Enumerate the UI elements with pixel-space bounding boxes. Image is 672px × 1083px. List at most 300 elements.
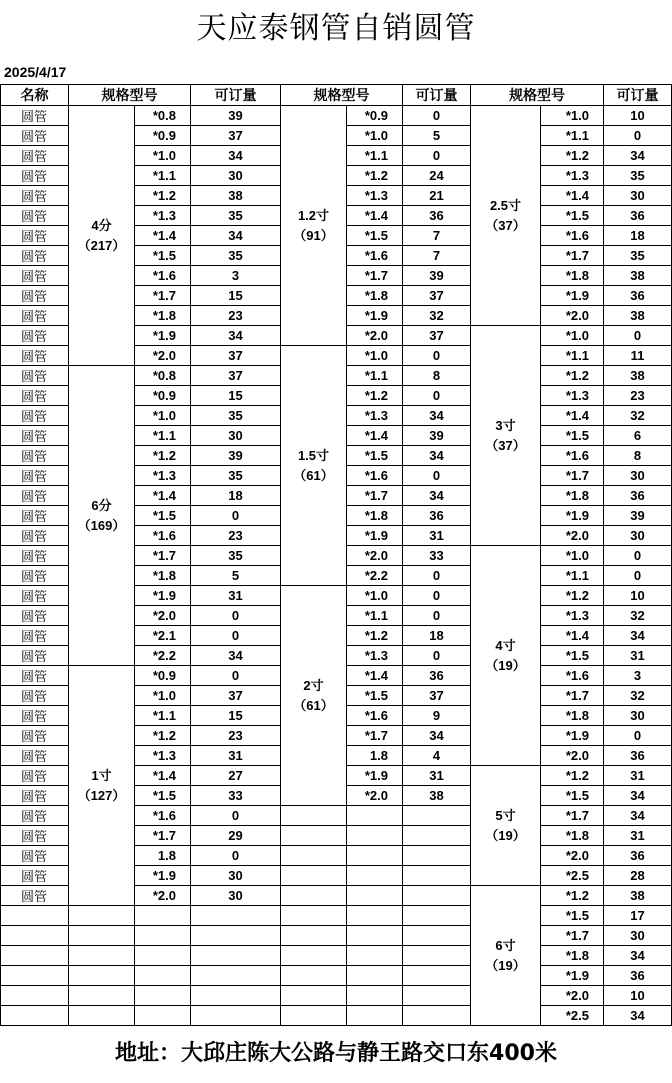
table-row <box>1 1006 672 1026</box>
table-row <box>1 966 672 986</box>
spec-cell: *1.4 <box>541 406 604 426</box>
spec-cell: *1.9 <box>541 966 604 986</box>
empty-cell <box>281 906 347 926</box>
empty-cell <box>403 906 471 926</box>
qty-cell: 30 <box>604 706 672 726</box>
product-name-cell: 圆管 <box>1 406 69 426</box>
product-name-cell: 圆管 <box>1 566 69 586</box>
qty-cell: 0 <box>604 726 672 746</box>
spec-cell: *1.3 <box>347 186 403 206</box>
qty-cell: 34 <box>191 646 281 666</box>
product-name-cell: 圆管 <box>1 786 69 806</box>
empty-cell <box>347 826 403 846</box>
spec-cell: *1.1 <box>135 426 191 446</box>
spec-cell: *1.2 <box>135 186 191 206</box>
product-name-cell: 圆管 <box>1 386 69 406</box>
header-row <box>1 85 672 106</box>
product-name-cell: 圆管 <box>1 846 69 866</box>
empty-cell <box>281 866 347 886</box>
spec-cell: *0.9 <box>347 106 403 126</box>
spec-cell: *1.9 <box>541 726 604 746</box>
product-name-cell: 圆管 <box>1 806 69 826</box>
qty-cell: 37 <box>191 686 281 706</box>
empty-cell <box>135 986 191 1006</box>
size-group-cell <box>281 586 347 806</box>
qty-cell: 31 <box>403 766 471 786</box>
empty-cell <box>69 1006 135 1026</box>
spec-cell: *1.4 <box>541 626 604 646</box>
empty-cell <box>347 1006 403 1026</box>
qty-cell: 34 <box>403 486 471 506</box>
qty-cell: 30 <box>191 166 281 186</box>
size-group-label: 1.2寸 <box>297 207 330 223</box>
spec-cell: *1.2 <box>347 386 403 406</box>
spec-cell: *1.1 <box>135 166 191 186</box>
size-group-label: 5寸 <box>495 807 516 823</box>
qty-cell: 24 <box>403 166 471 186</box>
qty-cell: 8 <box>604 446 672 466</box>
spec-cell: *1.5 <box>135 786 191 806</box>
size-group-total: （19） <box>485 657 526 673</box>
spec-cell: *1.6 <box>135 266 191 286</box>
spec-cell: *1.7 <box>541 806 604 826</box>
spec-cell: *1.4 <box>135 486 191 506</box>
spec-cell: *0.9 <box>135 666 191 686</box>
spec-cell: *1.2 <box>541 886 604 906</box>
qty-cell: 37 <box>191 126 281 146</box>
qty-cell: 15 <box>191 286 281 306</box>
qty-cell: 32 <box>604 406 672 426</box>
qty-cell: 8 <box>403 366 471 386</box>
spec-cell: *1.1 <box>135 706 191 726</box>
spec-cell: *1.7 <box>135 546 191 566</box>
qty-cell: 36 <box>403 206 471 226</box>
empty-cell <box>69 966 135 986</box>
qty-cell: 34 <box>604 1006 672 1026</box>
spec-cell: *2.2 <box>135 646 191 666</box>
header-spec-3: 规格型号 <box>471 85 604 106</box>
empty-cell <box>403 886 471 906</box>
qty-cell: 6 <box>604 426 672 446</box>
empty-cell <box>135 1006 191 1026</box>
qty-cell: 39 <box>403 266 471 286</box>
spec-cell: *1.0 <box>541 106 604 126</box>
empty-cell <box>191 1006 281 1026</box>
empty-cell <box>281 886 347 906</box>
empty-cell <box>403 866 471 886</box>
qty-cell: 15 <box>191 386 281 406</box>
empty-cell <box>135 946 191 966</box>
product-name-cell: 圆管 <box>1 366 69 386</box>
spec-cell: *0.8 <box>135 366 191 386</box>
spec-cell: *1.1 <box>347 606 403 626</box>
qty-cell: 34 <box>191 226 281 246</box>
spec-cell: *1.4 <box>135 226 191 246</box>
product-name-cell: 圆管 <box>1 746 69 766</box>
spec-cell: *2.0 <box>541 526 604 546</box>
spec-cell: *1.9 <box>135 866 191 886</box>
spec-cell: *0.8 <box>135 106 191 126</box>
qty-cell: 32 <box>604 606 672 626</box>
header-qty-2: 可订量 <box>403 85 471 106</box>
spec-cell: *1.5 <box>135 246 191 266</box>
spec-cell: *1.8 <box>541 486 604 506</box>
qty-cell: 38 <box>403 786 471 806</box>
empty-cell <box>191 946 281 966</box>
product-name-cell: 圆管 <box>1 426 69 446</box>
qty-cell: 35 <box>191 546 281 566</box>
qty-cell: 17 <box>604 906 672 926</box>
spec-cell: *1.8 <box>135 306 191 326</box>
qty-cell: 34 <box>604 786 672 806</box>
qty-cell: 31 <box>191 586 281 606</box>
qty-cell: 38 <box>191 186 281 206</box>
product-name-cell: 圆管 <box>1 486 69 506</box>
qty-cell: 37 <box>403 686 471 706</box>
qty-cell: 29 <box>191 826 281 846</box>
spec-cell: *1.9 <box>135 586 191 606</box>
empty-cell <box>281 846 347 866</box>
spec-cell: *1.8 <box>347 506 403 526</box>
size-group-total: （61） <box>293 467 334 483</box>
qty-cell: 37 <box>403 326 471 346</box>
spec-cell: *1.0 <box>541 546 604 566</box>
empty-cell <box>403 826 471 846</box>
qty-cell: 27 <box>191 766 281 786</box>
empty-cell <box>69 906 135 926</box>
qty-cell: 35 <box>604 166 672 186</box>
spec-cell: *1.4 <box>347 206 403 226</box>
spec-cell: *1.3 <box>541 386 604 406</box>
qty-cell: 0 <box>403 466 471 486</box>
spec-cell: *1.5 <box>541 786 604 806</box>
spec-cell: *1.2 <box>541 586 604 606</box>
qty-cell: 28 <box>604 866 672 886</box>
product-name-cell: 圆管 <box>1 306 69 326</box>
spec-cell: *1.6 <box>541 666 604 686</box>
table-row <box>1 106 672 126</box>
qty-cell: 0 <box>191 666 281 686</box>
qty-cell: 3 <box>191 266 281 286</box>
size-group-total: （127） <box>77 787 126 803</box>
empty-cell <box>281 806 347 826</box>
empty-cell <box>1 926 69 946</box>
empty-cell <box>1 946 69 966</box>
table-row <box>1 946 672 966</box>
spec-cell: *1.5 <box>541 906 604 926</box>
qty-cell: 35 <box>191 406 281 426</box>
empty-cell <box>135 926 191 946</box>
table-row <box>1 926 672 946</box>
qty-cell: 3 <box>604 666 672 686</box>
spec-cell: *1.3 <box>135 746 191 766</box>
size-group-total: （37） <box>485 217 526 233</box>
qty-cell: 30 <box>604 926 672 946</box>
qty-cell: 39 <box>604 506 672 526</box>
spec-cell: *1.4 <box>347 666 403 686</box>
size-group-cell <box>281 106 347 346</box>
size-group-label: 1寸 <box>91 767 112 783</box>
qty-cell: 31 <box>604 826 672 846</box>
spec-cell: *1.0 <box>347 346 403 366</box>
product-name-cell: 圆管 <box>1 826 69 846</box>
qty-cell: 37 <box>191 346 281 366</box>
spec-cell: *1.3 <box>135 466 191 486</box>
qty-cell: 36 <box>604 206 672 226</box>
size-group-cell <box>69 366 135 666</box>
product-name-cell: 圆管 <box>1 526 69 546</box>
inventory-table <box>0 84 672 1026</box>
qty-cell: 31 <box>191 746 281 766</box>
spec-cell: *1.2 <box>135 726 191 746</box>
header-qty-1: 可订量 <box>191 85 281 106</box>
qty-cell: 36 <box>604 966 672 986</box>
qty-cell: 23 <box>604 386 672 406</box>
qty-cell: 34 <box>604 626 672 646</box>
empty-cell <box>281 946 347 966</box>
spec-cell: *1.0 <box>347 586 403 606</box>
empty-cell <box>347 846 403 866</box>
spec-cell: *1.6 <box>135 526 191 546</box>
product-name-cell: 圆管 <box>1 726 69 746</box>
qty-cell: 34 <box>191 326 281 346</box>
qty-cell: 18 <box>403 626 471 646</box>
qty-cell: 7 <box>403 246 471 266</box>
product-name-cell: 圆管 <box>1 506 69 526</box>
spec-cell: *2.5 <box>541 1006 604 1026</box>
qty-cell: 34 <box>604 146 672 166</box>
spec-cell: *2.0 <box>541 846 604 866</box>
spec-cell: *1.8 <box>541 266 604 286</box>
qty-cell: 34 <box>403 446 471 466</box>
product-name-cell: 圆管 <box>1 606 69 626</box>
empty-cell <box>403 806 471 826</box>
spec-cell: *1.3 <box>541 166 604 186</box>
spec-cell: *0.9 <box>135 386 191 406</box>
spec-cell: *1.9 <box>347 306 403 326</box>
spec-cell: *1.9 <box>541 506 604 526</box>
product-name-cell: 圆管 <box>1 466 69 486</box>
qty-cell: 31 <box>604 766 672 786</box>
spec-cell: *1.2 <box>347 626 403 646</box>
qty-cell: 0 <box>403 586 471 606</box>
qty-cell: 0 <box>191 806 281 826</box>
spec-cell: *2.1 <box>135 626 191 646</box>
product-name-cell: 圆管 <box>1 146 69 166</box>
empty-cell <box>281 966 347 986</box>
spec-cell: *1.1 <box>347 366 403 386</box>
spec-cell: *1.7 <box>541 246 604 266</box>
product-name-cell: 圆管 <box>1 126 69 146</box>
qty-cell: 0 <box>403 646 471 666</box>
empty-cell <box>281 826 347 846</box>
qty-cell: 7 <box>403 226 471 246</box>
product-name-cell: 圆管 <box>1 546 69 566</box>
header-name: 名称 <box>1 85 69 106</box>
spec-cell: *1.7 <box>347 266 403 286</box>
qty-cell: 0 <box>191 606 281 626</box>
spec-cell: *1.5 <box>541 426 604 446</box>
size-group-cell <box>471 766 541 886</box>
size-group-cell <box>471 546 541 766</box>
spec-cell: *2.0 <box>347 326 403 346</box>
empty-cell <box>403 1006 471 1026</box>
empty-cell <box>69 986 135 1006</box>
product-name-cell: 圆管 <box>1 246 69 266</box>
size-group-total: （217） <box>77 237 126 253</box>
empty-cell <box>347 866 403 886</box>
qty-cell: 37 <box>403 286 471 306</box>
size-group-cell <box>69 106 135 366</box>
product-name-cell: 圆管 <box>1 106 69 126</box>
spec-cell: *1.1 <box>347 146 403 166</box>
qty-cell: 0 <box>191 626 281 646</box>
product-name-cell: 圆管 <box>1 446 69 466</box>
qty-cell: 36 <box>604 846 672 866</box>
spec-cell: *1.5 <box>347 446 403 466</box>
qty-cell: 39 <box>191 106 281 126</box>
spec-cell: *1.9 <box>541 286 604 306</box>
qty-cell: 0 <box>403 146 471 166</box>
empty-cell <box>69 946 135 966</box>
qty-cell: 0 <box>604 566 672 586</box>
spec-cell: *1.5 <box>541 206 604 226</box>
spec-cell: *1.2 <box>541 366 604 386</box>
qty-cell: 39 <box>403 426 471 446</box>
qty-cell: 35 <box>191 246 281 266</box>
empty-cell <box>191 966 281 986</box>
qty-cell: 18 <box>604 226 672 246</box>
spec-cell: *1.7 <box>541 466 604 486</box>
qty-cell: 30 <box>604 186 672 206</box>
qty-cell: 34 <box>403 406 471 426</box>
qty-cell: 23 <box>191 726 281 746</box>
qty-cell: 9 <box>403 706 471 726</box>
empty-cell <box>281 926 347 946</box>
product-name-cell: 圆管 <box>1 286 69 306</box>
empty-cell <box>1 1006 69 1026</box>
spec-cell: *1.1 <box>541 346 604 366</box>
spec-cell: *2.5 <box>541 866 604 886</box>
spec-cell: *2.0 <box>541 746 604 766</box>
empty-cell <box>403 966 471 986</box>
qty-cell: 36 <box>604 746 672 766</box>
spec-cell: *1.6 <box>347 246 403 266</box>
qty-cell: 33 <box>191 786 281 806</box>
header-spec-2: 规格型号 <box>281 85 403 106</box>
qty-cell: 37 <box>191 366 281 386</box>
size-group-cell <box>471 326 541 546</box>
product-name-cell: 圆管 <box>1 866 69 886</box>
size-group-cell <box>281 346 347 586</box>
qty-cell: 36 <box>604 286 672 306</box>
empty-cell <box>403 846 471 866</box>
spec-cell: *1.7 <box>541 686 604 706</box>
spec-cell: *1.0 <box>135 686 191 706</box>
spec-cell: *1.2 <box>135 446 191 466</box>
qty-cell: 31 <box>604 646 672 666</box>
qty-cell: 10 <box>604 586 672 606</box>
spec-cell: *0.9 <box>135 126 191 146</box>
product-name-cell: 圆管 <box>1 766 69 786</box>
product-name-cell: 圆管 <box>1 166 69 186</box>
spec-cell: *1.9 <box>347 766 403 786</box>
qty-cell: 0 <box>604 326 672 346</box>
empty-cell <box>281 1006 347 1026</box>
header-spec-1: 规格型号 <box>69 85 191 106</box>
qty-cell: 35 <box>191 206 281 226</box>
qty-cell: 38 <box>604 306 672 326</box>
qty-cell: 30 <box>191 866 281 886</box>
qty-cell: 36 <box>604 486 672 506</box>
spec-cell: *1.6 <box>541 446 604 466</box>
qty-cell: 30 <box>191 886 281 906</box>
qty-cell: 34 <box>604 946 672 966</box>
spec-cell: *1.0 <box>347 126 403 146</box>
qty-cell: 38 <box>604 366 672 386</box>
qty-cell: 23 <box>191 526 281 546</box>
size-group-cell <box>471 886 541 1026</box>
qty-cell: 31 <box>403 526 471 546</box>
qty-cell: 34 <box>604 806 672 826</box>
qty-cell: 10 <box>604 986 672 1006</box>
spec-cell: *2.0 <box>541 986 604 1006</box>
spec-cell: *2.0 <box>347 786 403 806</box>
spec-cell: *1.4 <box>135 766 191 786</box>
size-group-label: 1.5寸 <box>297 447 330 463</box>
spec-cell: *1.9 <box>135 326 191 346</box>
size-group-cell <box>471 106 541 326</box>
spec-cell: *2.0 <box>135 886 191 906</box>
product-name-cell: 圆管 <box>1 666 69 686</box>
product-name-cell: 圆管 <box>1 346 69 366</box>
size-group-cell <box>69 666 135 906</box>
qty-cell: 5 <box>403 126 471 146</box>
qty-cell: 38 <box>604 886 672 906</box>
product-name-cell: 圆管 <box>1 626 69 646</box>
spec-cell: *1.8 <box>135 566 191 586</box>
qty-cell: 0 <box>403 386 471 406</box>
qty-cell: 30 <box>604 526 672 546</box>
empty-cell <box>69 926 135 946</box>
sheet-address: 地址：大邱庄陈大公路与静王路交口东400米 <box>115 1041 557 1066</box>
qty-cell: 32 <box>604 686 672 706</box>
spec-cell: *2.0 <box>135 346 191 366</box>
spec-cell: *1.7 <box>347 486 403 506</box>
qty-cell: 0 <box>403 346 471 366</box>
qty-cell: 30 <box>604 466 672 486</box>
empty-cell <box>191 906 281 926</box>
qty-cell: 18 <box>191 486 281 506</box>
qty-cell: 11 <box>604 346 672 366</box>
size-group-total: （19） <box>485 827 526 843</box>
empty-cell <box>135 966 191 986</box>
qty-cell: 32 <box>403 306 471 326</box>
spec-cell: *1.0 <box>541 326 604 346</box>
size-group-label: 2寸 <box>303 677 324 693</box>
qty-cell: 38 <box>604 266 672 286</box>
qty-cell: 15 <box>191 706 281 726</box>
qty-cell: 34 <box>403 726 471 746</box>
qty-cell: 21 <box>403 186 471 206</box>
spec-cell: *1.0 <box>135 146 191 166</box>
product-name-cell: 圆管 <box>1 686 69 706</box>
empty-cell <box>1 906 69 926</box>
empty-cell <box>191 926 281 946</box>
empty-cell <box>347 806 403 826</box>
product-name-cell: 圆管 <box>1 646 69 666</box>
empty-cell <box>1 986 69 1006</box>
